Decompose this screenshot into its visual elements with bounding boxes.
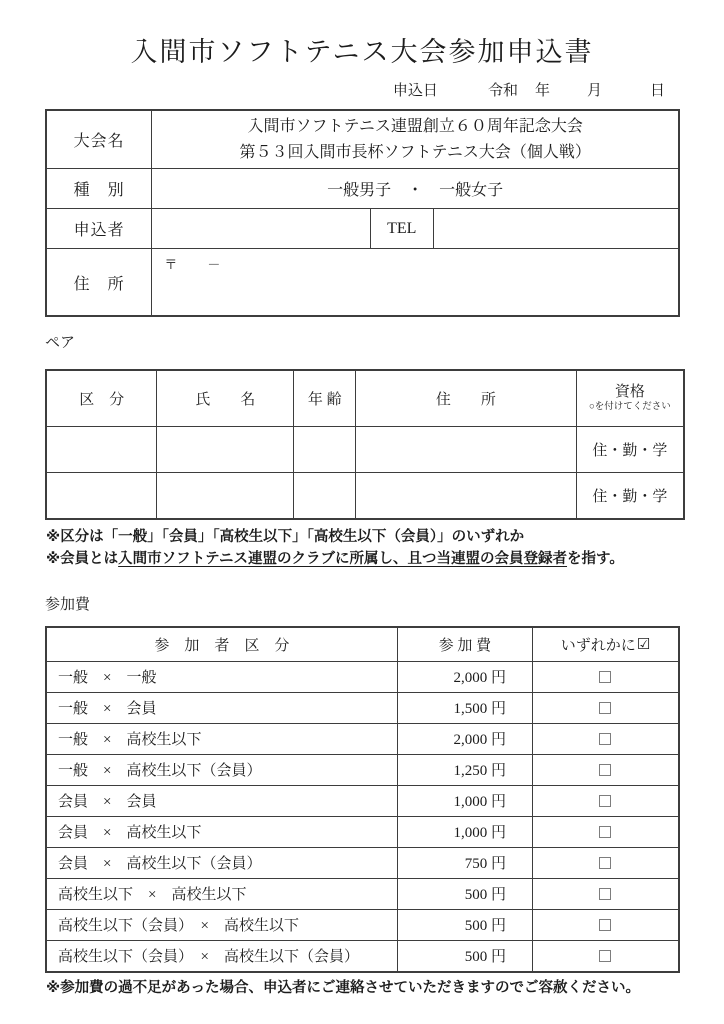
pair-header-age: 年 齢 [293, 371, 355, 426]
checkbox-icon[interactable] [599, 764, 611, 776]
postal-dash: － [207, 257, 221, 272]
info-table [45, 109, 680, 317]
fee-category: 会員 × 会員 [58, 794, 157, 810]
event-category-label: 種 別 [73, 182, 125, 199]
checkbox-icon[interactable] [599, 671, 611, 683]
applicant-row [47, 208, 678, 248]
month-label: 月 [586, 83, 602, 99]
tel-label: TEL [370, 209, 433, 248]
fee-category: 一般 × 高校生以下 [58, 732, 202, 748]
pair1-qualification-options[interactable]: 住・勤・学 [576, 427, 683, 472]
pair1-age-field[interactable] [293, 427, 355, 472]
pair-table-header-row [47, 371, 683, 426]
pair-header-name: 氏 名 [156, 371, 293, 426]
fee-checkbox-cell[interactable] [532, 786, 678, 816]
pair-section-label: ペア [45, 335, 76, 351]
fee-category: 高校生以下 × 高校生以下 [58, 887, 247, 903]
fee-row-4 [47, 754, 678, 785]
checkbox-icon[interactable] [599, 733, 611, 745]
fee-amount: 750 円 [397, 848, 532, 878]
tournament-name-value [151, 111, 678, 168]
fee-row-8 [47, 878, 678, 909]
fee-checkbox-cell[interactable] [532, 910, 678, 940]
event-category-row [47, 168, 678, 208]
fee-checkbox-cell[interactable] [532, 941, 678, 971]
fee-row-3 [47, 723, 678, 754]
pair-row-1 [47, 426, 683, 472]
pair2-qualification-options[interactable]: 住・勤・学 [576, 473, 683, 518]
fee-section-label: 参加費 [45, 596, 91, 613]
fee-amount: 500 円 [397, 879, 532, 909]
checkbox-icon[interactable] [599, 919, 611, 931]
applicant-label: 申込者 [73, 222, 125, 239]
date-label: 申込日 [392, 83, 438, 99]
fee-amount: 1,000 円 [397, 786, 532, 816]
pair-note-1: ※区分は「一般」「会員」「高校生以下」「高校生以下（会員）」のいずれか [46, 529, 525, 545]
pair-table [45, 369, 685, 520]
fee-category: 会員 × 高校生以下 [58, 825, 202, 841]
fee-category: 一般 × 一般 [58, 670, 157, 686]
fee-header-check: いずれかに ☑ [532, 628, 678, 661]
checkbox-icon[interactable] [599, 702, 611, 714]
address-field[interactable] [151, 249, 678, 315]
fee-amount: 500 円 [397, 941, 532, 971]
address-label: 住 所 [73, 275, 125, 293]
event-category-value[interactable]: 一般男子 ・ 一般女子 [151, 169, 678, 208]
tournament-name-label: 大会名 [73, 133, 125, 150]
checked-box-icon: ☑ [636, 635, 651, 653]
fee-row-5 [47, 785, 678, 816]
fee-row-9 [47, 909, 678, 940]
tournament-name-line2: 第５３回入間市長杯ソフトテニス大会（個人戦） [239, 143, 591, 161]
fee-category: 一般 × 会員 [58, 701, 157, 717]
pair1-category-field[interactable] [47, 427, 156, 472]
qualification-subtitle: ○を付けてください [588, 401, 671, 412]
applicant-name-field[interactable] [151, 209, 370, 248]
fee-header-category: 参 加 者 区 分 [154, 637, 290, 654]
tournament-name-row [47, 111, 678, 168]
fee-category: 高校生以下（会員） × 高校生以下（会員） [58, 949, 359, 965]
fee-category: 高校生以下（会員） × 高校生以下 [58, 918, 299, 934]
fee-note: ※参加費の過不足があった場合、申込者にご連絡させていただきますのでご容赦ください。 [46, 979, 640, 996]
postal-mark: 〒 [164, 257, 178, 272]
year-label: 年 [534, 83, 550, 99]
fee-checkbox-cell[interactable] [532, 693, 678, 723]
fee-category: 会員 × 高校生以下（会員） [58, 856, 262, 872]
fee-checkbox-cell[interactable] [532, 724, 678, 754]
pair-header-address: 住 所 [355, 371, 576, 426]
era-label: 令和 [487, 83, 518, 99]
fee-checkbox-cell[interactable] [532, 879, 678, 909]
fee-table [45, 626, 680, 973]
checkbox-icon[interactable] [599, 826, 611, 838]
fee-checkbox-cell[interactable] [532, 848, 678, 878]
pair2-address-field[interactable] [355, 473, 576, 518]
fee-checkbox-cell[interactable] [532, 662, 678, 692]
pair-note-2: ※会員とは入間市ソフトテニス連盟のクラブに所属し、且つ当連盟の会員登録者を指す。 [46, 550, 624, 567]
fee-table-header-row [47, 628, 678, 661]
pair1-address-field[interactable] [355, 427, 576, 472]
checkbox-icon[interactable] [599, 888, 611, 900]
fee-amount: 1,250 円 [397, 755, 532, 785]
pair-row-2 [47, 472, 683, 518]
fee-checkbox-cell[interactable] [532, 817, 678, 847]
fee-header-amount: 参 加 費 [397, 628, 532, 661]
checkbox-icon[interactable] [599, 795, 611, 807]
pair-header-category: 区 分 [79, 392, 125, 408]
fee-row-1 [47, 661, 678, 692]
pair2-age-field[interactable] [293, 473, 355, 518]
fee-amount: 1,000 円 [397, 817, 532, 847]
checkbox-icon[interactable] [599, 950, 611, 962]
fee-row-6 [47, 816, 678, 847]
application-date-line [45, 79, 665, 100]
address-row [47, 248, 678, 315]
pair-header-qualification [576, 371, 683, 426]
fee-category: 一般 × 高校生以下（会員） [58, 763, 262, 779]
fee-amount: 2,000 円 [397, 724, 532, 754]
checkbox-icon[interactable] [599, 857, 611, 869]
fee-checkbox-cell[interactable] [532, 755, 678, 785]
pair1-name-field[interactable] [156, 427, 293, 472]
fee-amount: 500 円 [397, 910, 532, 940]
pair2-name-field[interactable] [156, 473, 293, 518]
pair2-category-field[interactable] [47, 473, 156, 518]
tournament-name-line1: 入間市ソフトテニス連盟創立６０周年記念大会 [247, 117, 583, 135]
fee-row-10 [47, 940, 678, 971]
qualification-title: 資格 [614, 384, 645, 401]
day-label: 日 [649, 83, 665, 99]
fee-row-2 [47, 692, 678, 723]
fee-row-7 [47, 847, 678, 878]
pair-notes [46, 527, 724, 571]
fee-amount: 2,000 円 [397, 662, 532, 692]
fee-amount: 1,500 円 [397, 693, 532, 723]
tel-field[interactable] [433, 209, 678, 248]
page-title: 入間市ソフトテニス大会参加申込書 [130, 37, 594, 67]
